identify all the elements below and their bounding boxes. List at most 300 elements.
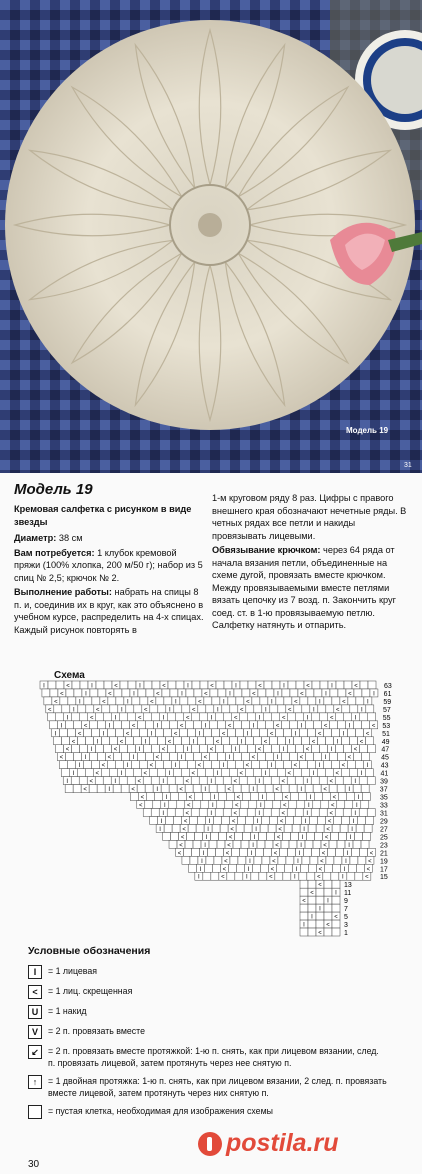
chart-cell [359, 745, 367, 753]
chart-cell [214, 856, 222, 864]
chart-cell [210, 689, 218, 697]
chart-cell [168, 681, 176, 689]
chart-cell [283, 872, 291, 880]
chart-symbol: I [159, 826, 161, 833]
chart-cell [294, 816, 302, 824]
chart-cell [101, 769, 109, 777]
chart-symbol: < [231, 818, 236, 825]
chart-cell [288, 713, 296, 721]
chart-symbol: < [224, 858, 228, 865]
chart-cell [263, 745, 271, 753]
chart-cell [307, 761, 315, 769]
chart-cell [362, 689, 370, 697]
chart-symbol: < [252, 691, 256, 698]
chart-symbol: < [269, 731, 274, 738]
chart-cell [220, 824, 228, 832]
chart-symbol: I [367, 699, 369, 706]
chart-cell [130, 793, 138, 801]
chart-cell [162, 721, 170, 729]
chart-symbol: < [191, 771, 196, 778]
chart-cell [316, 896, 324, 904]
chart-symbol: < [251, 755, 256, 762]
chart-cell [283, 761, 291, 769]
chart-cell [104, 713, 112, 721]
chart-cell [174, 816, 182, 824]
chart-cell [335, 848, 343, 856]
chart-cell [96, 713, 104, 721]
chart-cell [236, 729, 244, 737]
chart-cell [226, 793, 234, 801]
chart-cell [116, 729, 124, 737]
chart-cell [199, 777, 207, 785]
chart-cell [91, 761, 99, 769]
chart-symbol: < [228, 834, 233, 841]
legend-title: Условные обозначения [28, 945, 151, 957]
chart-symbol: I [354, 810, 357, 817]
chart-cell [337, 801, 345, 809]
chart-cell [150, 737, 158, 745]
chart-cell [354, 721, 362, 729]
chart-symbol: < [347, 755, 352, 762]
chart-symbol: < [236, 795, 241, 802]
row-number: 61 [383, 690, 392, 698]
chart-cell [215, 809, 223, 817]
chart-cell [275, 872, 283, 880]
chart-symbol: < [185, 779, 189, 786]
chart-cell [265, 801, 273, 809]
chart-cell [279, 848, 287, 856]
chart-cell [190, 856, 198, 864]
chart-symbol: I [352, 818, 355, 825]
chart-cell [356, 729, 364, 737]
chart-symbol: I [255, 826, 257, 833]
chart-cell [145, 785, 153, 793]
chart-cell [185, 753, 193, 761]
chart-cell [222, 737, 230, 745]
chart-cell [360, 713, 368, 721]
chart-cell [356, 824, 364, 832]
chart-cell [306, 689, 314, 697]
chart-cell [90, 721, 98, 729]
chart-cell [176, 681, 184, 689]
chart-symbol: I [319, 906, 321, 913]
chart-cell [68, 729, 76, 737]
chart-cell [216, 681, 224, 689]
chart-symbol: < [209, 747, 214, 754]
chart-symbol: < [239, 771, 244, 778]
chart-symbol: I [298, 850, 301, 857]
chart-cell [108, 729, 116, 737]
chart-symbol: < [137, 779, 141, 786]
chart-cell [253, 769, 261, 777]
chart-symbol: < [107, 755, 112, 762]
chart-symbol: I [43, 683, 45, 690]
chart-symbol: < [287, 771, 292, 778]
chart-symbol: I [309, 795, 312, 802]
chart-cell [335, 809, 343, 817]
twisted-knit-symbol-icon: < [28, 985, 42, 999]
chart-cell [241, 801, 249, 809]
chart-cell [288, 681, 296, 689]
chart-cell [284, 864, 292, 872]
chart-symbol: < [65, 747, 70, 754]
chart-cell [262, 816, 270, 824]
chart-cell [259, 832, 267, 840]
chart-symbol: < [275, 787, 279, 794]
row-number: 13 [344, 882, 352, 890]
chart-cell [162, 689, 170, 697]
chart-symbol: I [306, 715, 309, 722]
chart-cell [290, 721, 298, 729]
chart-cell [284, 697, 292, 705]
chart-symbol: < [331, 803, 335, 809]
chart-symbol: < [300, 691, 304, 698]
chart-symbol: < [233, 810, 237, 817]
chart-symbol: I [150, 731, 153, 738]
chart-cell [186, 721, 194, 729]
chart-cell [173, 769, 181, 777]
chart-cell [60, 697, 68, 705]
chart-cell [219, 832, 227, 840]
chart-cell [235, 832, 243, 840]
chart-cell [138, 689, 146, 697]
chart-cell [258, 689, 266, 697]
chart-cell [92, 729, 100, 737]
chart-cell [324, 729, 332, 737]
chart-symbol: < [275, 723, 280, 730]
chart-cell [209, 753, 217, 761]
chart-cell [194, 689, 202, 697]
chart-cell [353, 840, 361, 848]
chart-cell [276, 864, 284, 872]
chart-cell [110, 737, 118, 745]
chart-cell [323, 761, 331, 769]
chart-cell [98, 721, 106, 729]
chart-symbol: < [77, 731, 82, 738]
chart-symbol: < [306, 683, 310, 690]
chart-symbol: I [133, 691, 135, 698]
chart-cell [338, 689, 346, 697]
chart-cell [265, 785, 273, 793]
row-number: 7 [344, 906, 348, 914]
chart-cell [72, 681, 80, 689]
chart-cell [296, 713, 304, 721]
chart-symbol: I [261, 795, 264, 802]
chart-cell [174, 705, 182, 713]
page-number: 30 [28, 1159, 40, 1170]
chart-cell [185, 840, 193, 848]
chart-cell [215, 745, 223, 753]
chart-symbol: < [89, 715, 94, 722]
chart-cell [318, 737, 326, 745]
chart-symbol: I [336, 739, 339, 746]
row-number: 27 [380, 826, 388, 834]
chart-cell [281, 753, 289, 761]
chart-cell [311, 848, 319, 856]
chart-symbol: I [357, 795, 360, 802]
chart-symbol: < [365, 874, 369, 881]
chart-symbol: I [300, 787, 302, 794]
chart-cell [67, 761, 75, 769]
chart-cell [332, 864, 340, 872]
chart-cell [344, 681, 352, 689]
chart-cell [299, 872, 307, 880]
knitting-chart [0, 678, 422, 940]
chart-cell [151, 777, 159, 785]
chart-cell [152, 681, 160, 689]
chart-symbol: I [294, 731, 297, 738]
chart-cell [316, 888, 324, 896]
chart-symbol: < [149, 763, 154, 770]
chart-cell [133, 769, 141, 777]
chart-cell [270, 816, 278, 824]
chart-cell [324, 904, 332, 912]
chart-cell [73, 785, 81, 793]
chart-cell [339, 832, 347, 840]
chart-cell [211, 761, 219, 769]
chart-cell [164, 824, 172, 832]
chart-cell [60, 729, 68, 737]
chart-cell [97, 753, 105, 761]
chart-cell [55, 745, 63, 753]
chart-cell [50, 689, 58, 697]
chart-cell [329, 785, 337, 793]
chart-cell [260, 697, 268, 705]
chart-symbol: < [125, 731, 130, 738]
chart-cell [251, 872, 259, 880]
chart-cell [120, 713, 128, 721]
chart-cell [83, 761, 91, 769]
chart-cell [158, 705, 166, 713]
chart-symbol: < [222, 866, 227, 873]
chart-symbol: < [245, 763, 250, 770]
chart-symbol: I [355, 803, 358, 809]
chart-cell [150, 705, 158, 713]
chart-symbol: I [72, 707, 75, 714]
chart-cell [177, 801, 185, 809]
row-number: 33 [380, 802, 388, 810]
legend-item-double-decrease: ↑ = 1 двойная протяжка: 1-ю п. снять, как при лицевом вязании, 2 след. п. провязать вместе лицевой, затем протянуть через них снятую п. [28, 1075, 388, 1099]
legend-item-k2tog: V = 2 п. провязать вместе [28, 1025, 388, 1039]
chart-cell [122, 689, 130, 697]
chart-cell [233, 785, 241, 793]
chart-cell [198, 737, 206, 745]
row-number: 41 [380, 770, 389, 778]
chart-cell [161, 785, 169, 793]
chart-cell [326, 856, 334, 864]
chart-cell [145, 801, 153, 809]
chart-cell [359, 777, 367, 785]
chart-symbol: I [252, 723, 255, 730]
chart-cell [287, 777, 295, 785]
chart-cell [206, 856, 214, 864]
chart-symbol: I [213, 795, 216, 802]
chart-symbol: < [348, 691, 352, 698]
chart-symbol: I [283, 683, 285, 690]
chart-cell [247, 745, 255, 753]
chart-cell [174, 737, 182, 745]
chart-cell [308, 824, 316, 832]
chart-cell [324, 697, 332, 705]
chart-cell [242, 689, 250, 697]
chart-cell [272, 681, 280, 689]
chart-cell [362, 721, 370, 729]
chart-cell [296, 681, 304, 689]
chart-symbol: I [303, 922, 305, 929]
chart-symbol: I [223, 699, 225, 706]
chart-cell [250, 793, 258, 801]
chart-symbol: I [373, 691, 375, 698]
schema-label: Схема [54, 670, 85, 681]
row-number: 43 [380, 762, 389, 770]
chart-symbol: I [331, 683, 333, 690]
chart-cell [107, 761, 115, 769]
chart-cell [225, 801, 233, 809]
chart-cell [246, 737, 254, 745]
chart-cell [171, 832, 179, 840]
chart-symbol: I [91, 683, 93, 690]
chart-cell [368, 681, 376, 689]
chart-cell [316, 912, 324, 920]
chart-cell [157, 769, 165, 777]
chart-cell [215, 777, 223, 785]
chart-cell [48, 713, 56, 721]
chart-symbol: < [323, 842, 327, 849]
chart-cell [80, 681, 88, 689]
chart-symbol: < [284, 795, 289, 802]
chart-cell [325, 769, 333, 777]
chart-symbol: I [288, 739, 291, 746]
chart-cell [212, 864, 220, 872]
chart-symbol: I [96, 739, 99, 746]
chart-cell [344, 713, 352, 721]
chart-symbol: < [281, 715, 286, 722]
row-number: 45 [381, 754, 389, 762]
chart-cell [146, 721, 154, 729]
chart-cell [265, 753, 273, 761]
chart-cell [324, 864, 332, 872]
chart-cell [350, 705, 358, 713]
chart-cell [227, 761, 235, 769]
chart-cell [86, 737, 94, 745]
crochet-line: Обвязывание крючком: через 64 ряда от начала вязания петли, объединенные на схеме дугой, провязать вместе крючком. Между провязываемыми вместе петлями вязать цепочку из 7 возд. п. Закончить круг соед. ст. в 1-ю провязываемую петлю. Салфетку натянуть и отпарить. [212, 545, 396, 630]
chart-symbol: < [233, 779, 237, 786]
chart-cell [224, 713, 232, 721]
chart-cell [359, 848, 367, 856]
chart-cell [263, 809, 271, 817]
chart-cell [236, 824, 244, 832]
chart-cell [286, 856, 294, 864]
chart-cell [187, 832, 195, 840]
chart-symbol: I [318, 763, 321, 770]
chart-symbol: < [288, 707, 292, 714]
chart-symbol: I [102, 731, 105, 738]
chart-cell [272, 713, 280, 721]
chart-symbol: I [246, 731, 249, 738]
chart-cell [200, 681, 208, 689]
chart-cell [326, 705, 334, 713]
chart-symbol: I [247, 866, 250, 873]
chart-cell [120, 681, 128, 689]
chart-cell [188, 697, 196, 705]
chart-cell [259, 872, 267, 880]
chart-symbol: < [366, 866, 371, 873]
chart-cell [308, 697, 316, 705]
chart-symbol: I [249, 858, 251, 865]
row-number: 25 [380, 834, 388, 842]
chart-cell [169, 801, 177, 809]
chart-cell [73, 753, 81, 761]
chart-cell [144, 681, 152, 689]
chart-cell [257, 753, 265, 761]
chart-symbol: < [113, 747, 118, 754]
chart-symbol: I [72, 771, 75, 778]
chart-symbol: < [83, 723, 88, 730]
chart-cell [85, 769, 93, 777]
chart-cell [243, 832, 251, 840]
row-number: 21 [380, 850, 388, 858]
chart-cell [298, 793, 306, 801]
chart-cell [310, 856, 318, 864]
chart-cell [260, 729, 268, 737]
chart-symbol: I [349, 834, 352, 841]
chart-cell [359, 809, 367, 817]
chart-cell [209, 840, 217, 848]
chart-cell [367, 809, 375, 817]
chart-cell [364, 824, 372, 832]
chart-cell [313, 801, 321, 809]
chart-cell [192, 713, 200, 721]
chart-cell [239, 809, 247, 817]
chart-cell [172, 824, 180, 832]
chart-symbol: < [369, 850, 374, 857]
chart-cell [151, 745, 159, 753]
chart-cell [358, 856, 366, 864]
chart-cell [223, 745, 231, 753]
chart-cell [337, 840, 345, 848]
chart-cell [287, 745, 295, 753]
chart-cell [361, 753, 369, 761]
chart-cell [240, 681, 248, 689]
chart-cell [44, 697, 52, 705]
legend-item-ssk: ↙ = 2 п. провязать вместе протяжкой: 1-ю п. снять, как при лицевом вязании, след. п. провязать лицевой, затем протянуть через нее снятую п. [28, 1045, 388, 1069]
chart-symbol: < [317, 731, 322, 738]
chart-symbol: I [120, 771, 123, 778]
chart-symbol: I [192, 739, 195, 746]
chart-cell [355, 761, 363, 769]
diameter-line: Диаметр: 38 см [14, 533, 83, 543]
chart-symbol: I [79, 699, 81, 706]
chart-cell [283, 832, 291, 840]
chart-symbol: < [227, 723, 232, 730]
chart-cell [190, 816, 198, 824]
chart-cell [212, 697, 220, 705]
chart-cell [342, 737, 350, 745]
chart-symbol: < [368, 858, 372, 865]
chart-cell [348, 697, 356, 705]
chart-cell [311, 745, 319, 753]
chart-cell [320, 681, 328, 689]
chart-symbol: I [348, 723, 351, 730]
chart-symbol: < [225, 850, 230, 857]
chart-cell [186, 689, 194, 697]
chart-symbol: < [341, 763, 346, 770]
chart-cell [156, 697, 164, 705]
model-title: Модель 19 [14, 481, 93, 498]
chart-symbol: I [163, 803, 166, 809]
chart-symbol: < [299, 755, 304, 762]
postila-logo-icon [198, 1132, 222, 1156]
